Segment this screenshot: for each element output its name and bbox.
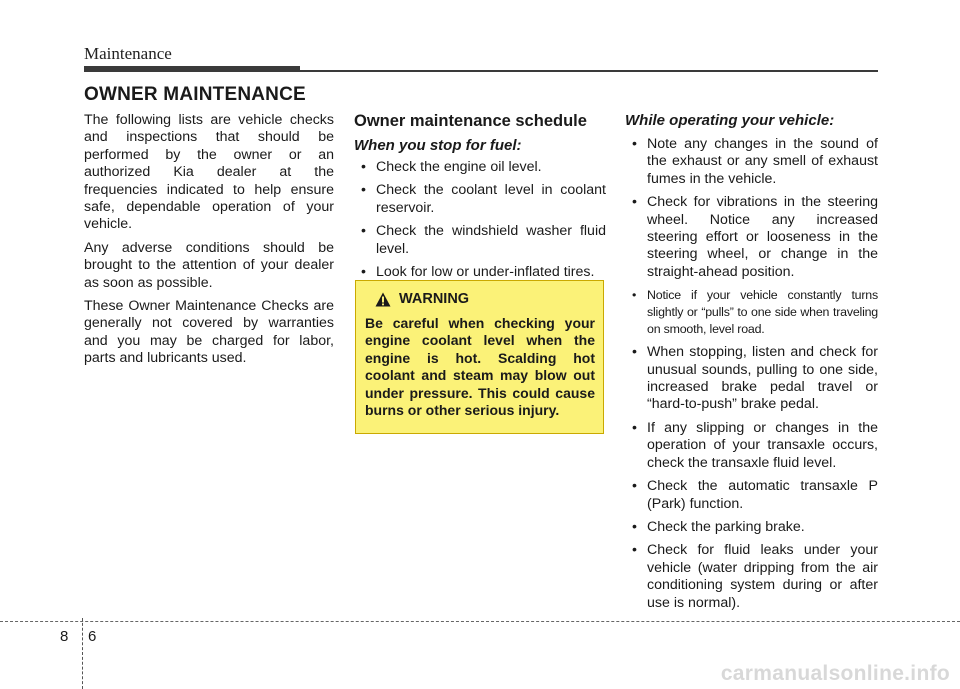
header-rule-thin — [300, 70, 878, 72]
header-rule-thick — [84, 66, 300, 72]
schedule-column — [354, 112, 606, 287]
list-item: • Check the automatic transaxle P (Park) function. — [625, 478, 878, 513]
list-item: • Check the engine oil level. — [354, 159, 606, 176]
list-item: • Check for fluid leaks under your vehicle (water dripping from the air conditioning system during or after use is normal). — [625, 542, 878, 612]
list-item: • Check the coolant level in coolant reservoir. — [354, 182, 606, 217]
section-title: OWNER MAINTENANCE — [84, 84, 306, 105]
list-item: • Look for low or under-inflated tires. — [354, 264, 606, 281]
intro-column — [84, 112, 334, 374]
list-item: • Notice if your vehicle constantly turns slightly or “pulls” to one side when traveling on smooth, level road. — [625, 287, 878, 338]
fuel-heading: When you stop for fuel: — [354, 137, 522, 154]
warning-text: Be careful when checking your engine coolant level when the engine is hot. Scalding hot coolant and steam may blow out under pressure. This could cause burns or other serious injury. — [365, 315, 595, 419]
intro-paragraph: These Owner Maintenance Checks are generally not covered by warranties and you may be charged for labor, parts and lubricants used. — [84, 298, 334, 367]
intro-paragraph: The following lists are vehicle checks and inspections that should be performed by the owner or an authorized Kia dealer at the frequencies indicated to help ensure safe, dependable operation of your vehicle. — [84, 112, 334, 233]
page-number: 6 — [88, 628, 97, 645]
chapter-number: 8 — [60, 628, 69, 645]
list-item: • Check the parking brake. — [625, 519, 878, 536]
operating-column — [625, 112, 878, 618]
list-item: • Check the windshield washer fluid level. — [354, 223, 606, 258]
list-item: • Note any changes in the sound of the exhaust or any smell of exhaust fumes in the vehicle. — [625, 136, 878, 188]
warning-title: WARNING — [399, 291, 470, 307]
warning-triangle-icon — [375, 292, 391, 307]
operating-heading: While operating your vehicle: — [625, 112, 835, 129]
warning-box — [355, 280, 604, 434]
list-item: • When stopping, listen and check for unusual sounds, pulling to one side, increased brake pedal travel or “hard-to-push” brake pedal. — [625, 344, 878, 414]
list-item: • If any slipping or changes in the operation of your transaxle occurs, check the transaxle fluid level. — [625, 420, 878, 472]
footer-rule — [0, 621, 960, 622]
list-item: • Check for vibrations in the steering wheel. Notice any increased steering effort or looseness in the steering wheel, or change in the straight-ahead position. — [625, 194, 878, 281]
schedule-title: Owner maintenance schedule — [354, 112, 587, 130]
footer-divider — [82, 618, 84, 689]
warning-header — [365, 289, 595, 311]
operating-checklist — [625, 136, 878, 612]
header-title: Maintenance — [84, 44, 172, 63]
watermark: carmanualsonline.info — [720, 662, 950, 685]
intro-paragraph: Any adverse conditions should be brought to the attention of your dealer as soon as possible. — [84, 239, 334, 291]
fuel-checklist — [354, 159, 606, 281]
